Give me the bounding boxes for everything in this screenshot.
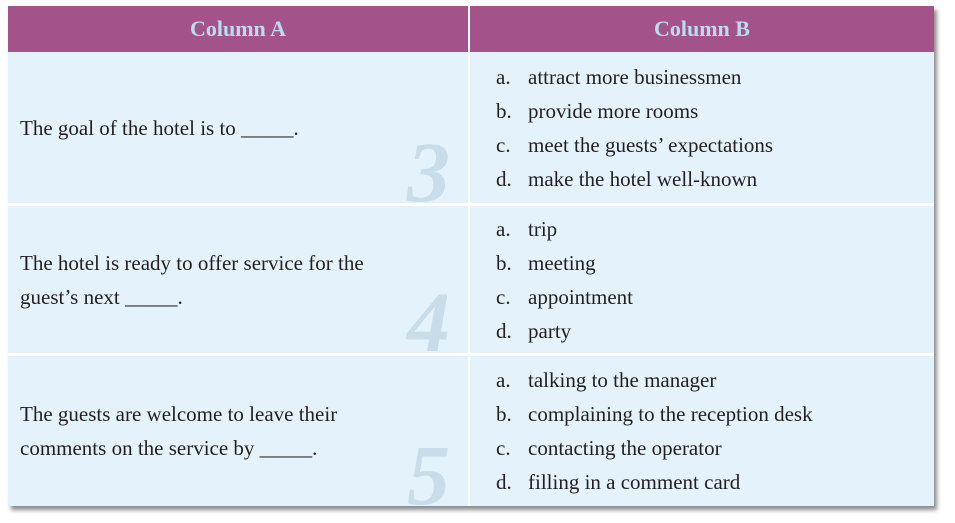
option-text: attract more businessmen bbox=[528, 64, 742, 89]
options-cell bbox=[470, 52, 934, 203]
option-item bbox=[496, 212, 934, 246]
option-letter: a. bbox=[496, 368, 511, 392]
option-letter: c. bbox=[496, 436, 511, 460]
question-number: 3 bbox=[407, 124, 450, 220]
option-text: talking to the manager bbox=[528, 368, 717, 392]
option-letter: c. bbox=[496, 132, 511, 157]
question-cell bbox=[8, 206, 470, 370]
question-text: The hotel is ready to offer service for the guest’s next _____. bbox=[20, 250, 364, 309]
options-cell bbox=[470, 356, 934, 506]
options-cell bbox=[470, 206, 934, 353]
option-text: meeting bbox=[528, 250, 596, 275]
option-text: meet the guests’ expectations bbox=[528, 132, 774, 157]
option-letter: a. bbox=[496, 216, 511, 241]
option-item bbox=[496, 314, 934, 348]
table-row bbox=[8, 356, 934, 523]
option-letter: d. bbox=[496, 318, 512, 343]
option-text: complaining to the reception desk bbox=[528, 402, 813, 426]
question-text: The guests are welcome to leave their comments on the service by _____. bbox=[20, 402, 338, 460]
option-text: make the hotel well-known bbox=[528, 166, 758, 191]
table-header bbox=[8, 6, 934, 52]
option-item bbox=[496, 280, 934, 314]
column-a-header: Column A bbox=[8, 6, 470, 52]
option-text: party bbox=[528, 318, 572, 343]
question-number: 4 bbox=[407, 274, 450, 370]
table-row bbox=[8, 206, 934, 370]
option-letter: b. bbox=[496, 402, 512, 426]
option-text: filling in a comment card bbox=[528, 470, 741, 494]
question-cell bbox=[8, 52, 470, 220]
option-item bbox=[496, 363, 934, 397]
option-item bbox=[496, 94, 934, 128]
column-b-header: Column B bbox=[654, 16, 750, 41]
option-text: provide more rooms bbox=[528, 98, 699, 123]
option-text: appointment bbox=[528, 284, 633, 309]
option-letter: d. bbox=[496, 470, 512, 494]
option-item bbox=[496, 397, 934, 431]
question-cell bbox=[8, 356, 470, 523]
table-row bbox=[8, 52, 934, 220]
option-letter: d. bbox=[496, 166, 512, 191]
option-letter: b. bbox=[496, 250, 512, 275]
option-item bbox=[496, 128, 934, 162]
option-text: contacting the operator bbox=[528, 436, 722, 460]
option-letter: b. bbox=[496, 98, 512, 123]
option-item bbox=[496, 246, 934, 280]
option-letter: a. bbox=[496, 64, 511, 89]
question-text: The goal of the hotel is to _____. bbox=[20, 115, 299, 140]
option-item bbox=[496, 431, 934, 465]
question-number: 5 bbox=[407, 427, 450, 523]
option-item bbox=[496, 465, 934, 499]
option-text: trip bbox=[528, 216, 558, 241]
option-item bbox=[496, 162, 934, 196]
option-item bbox=[496, 60, 934, 94]
option-letter: c. bbox=[496, 284, 511, 309]
matching-table bbox=[8, 6, 934, 523]
